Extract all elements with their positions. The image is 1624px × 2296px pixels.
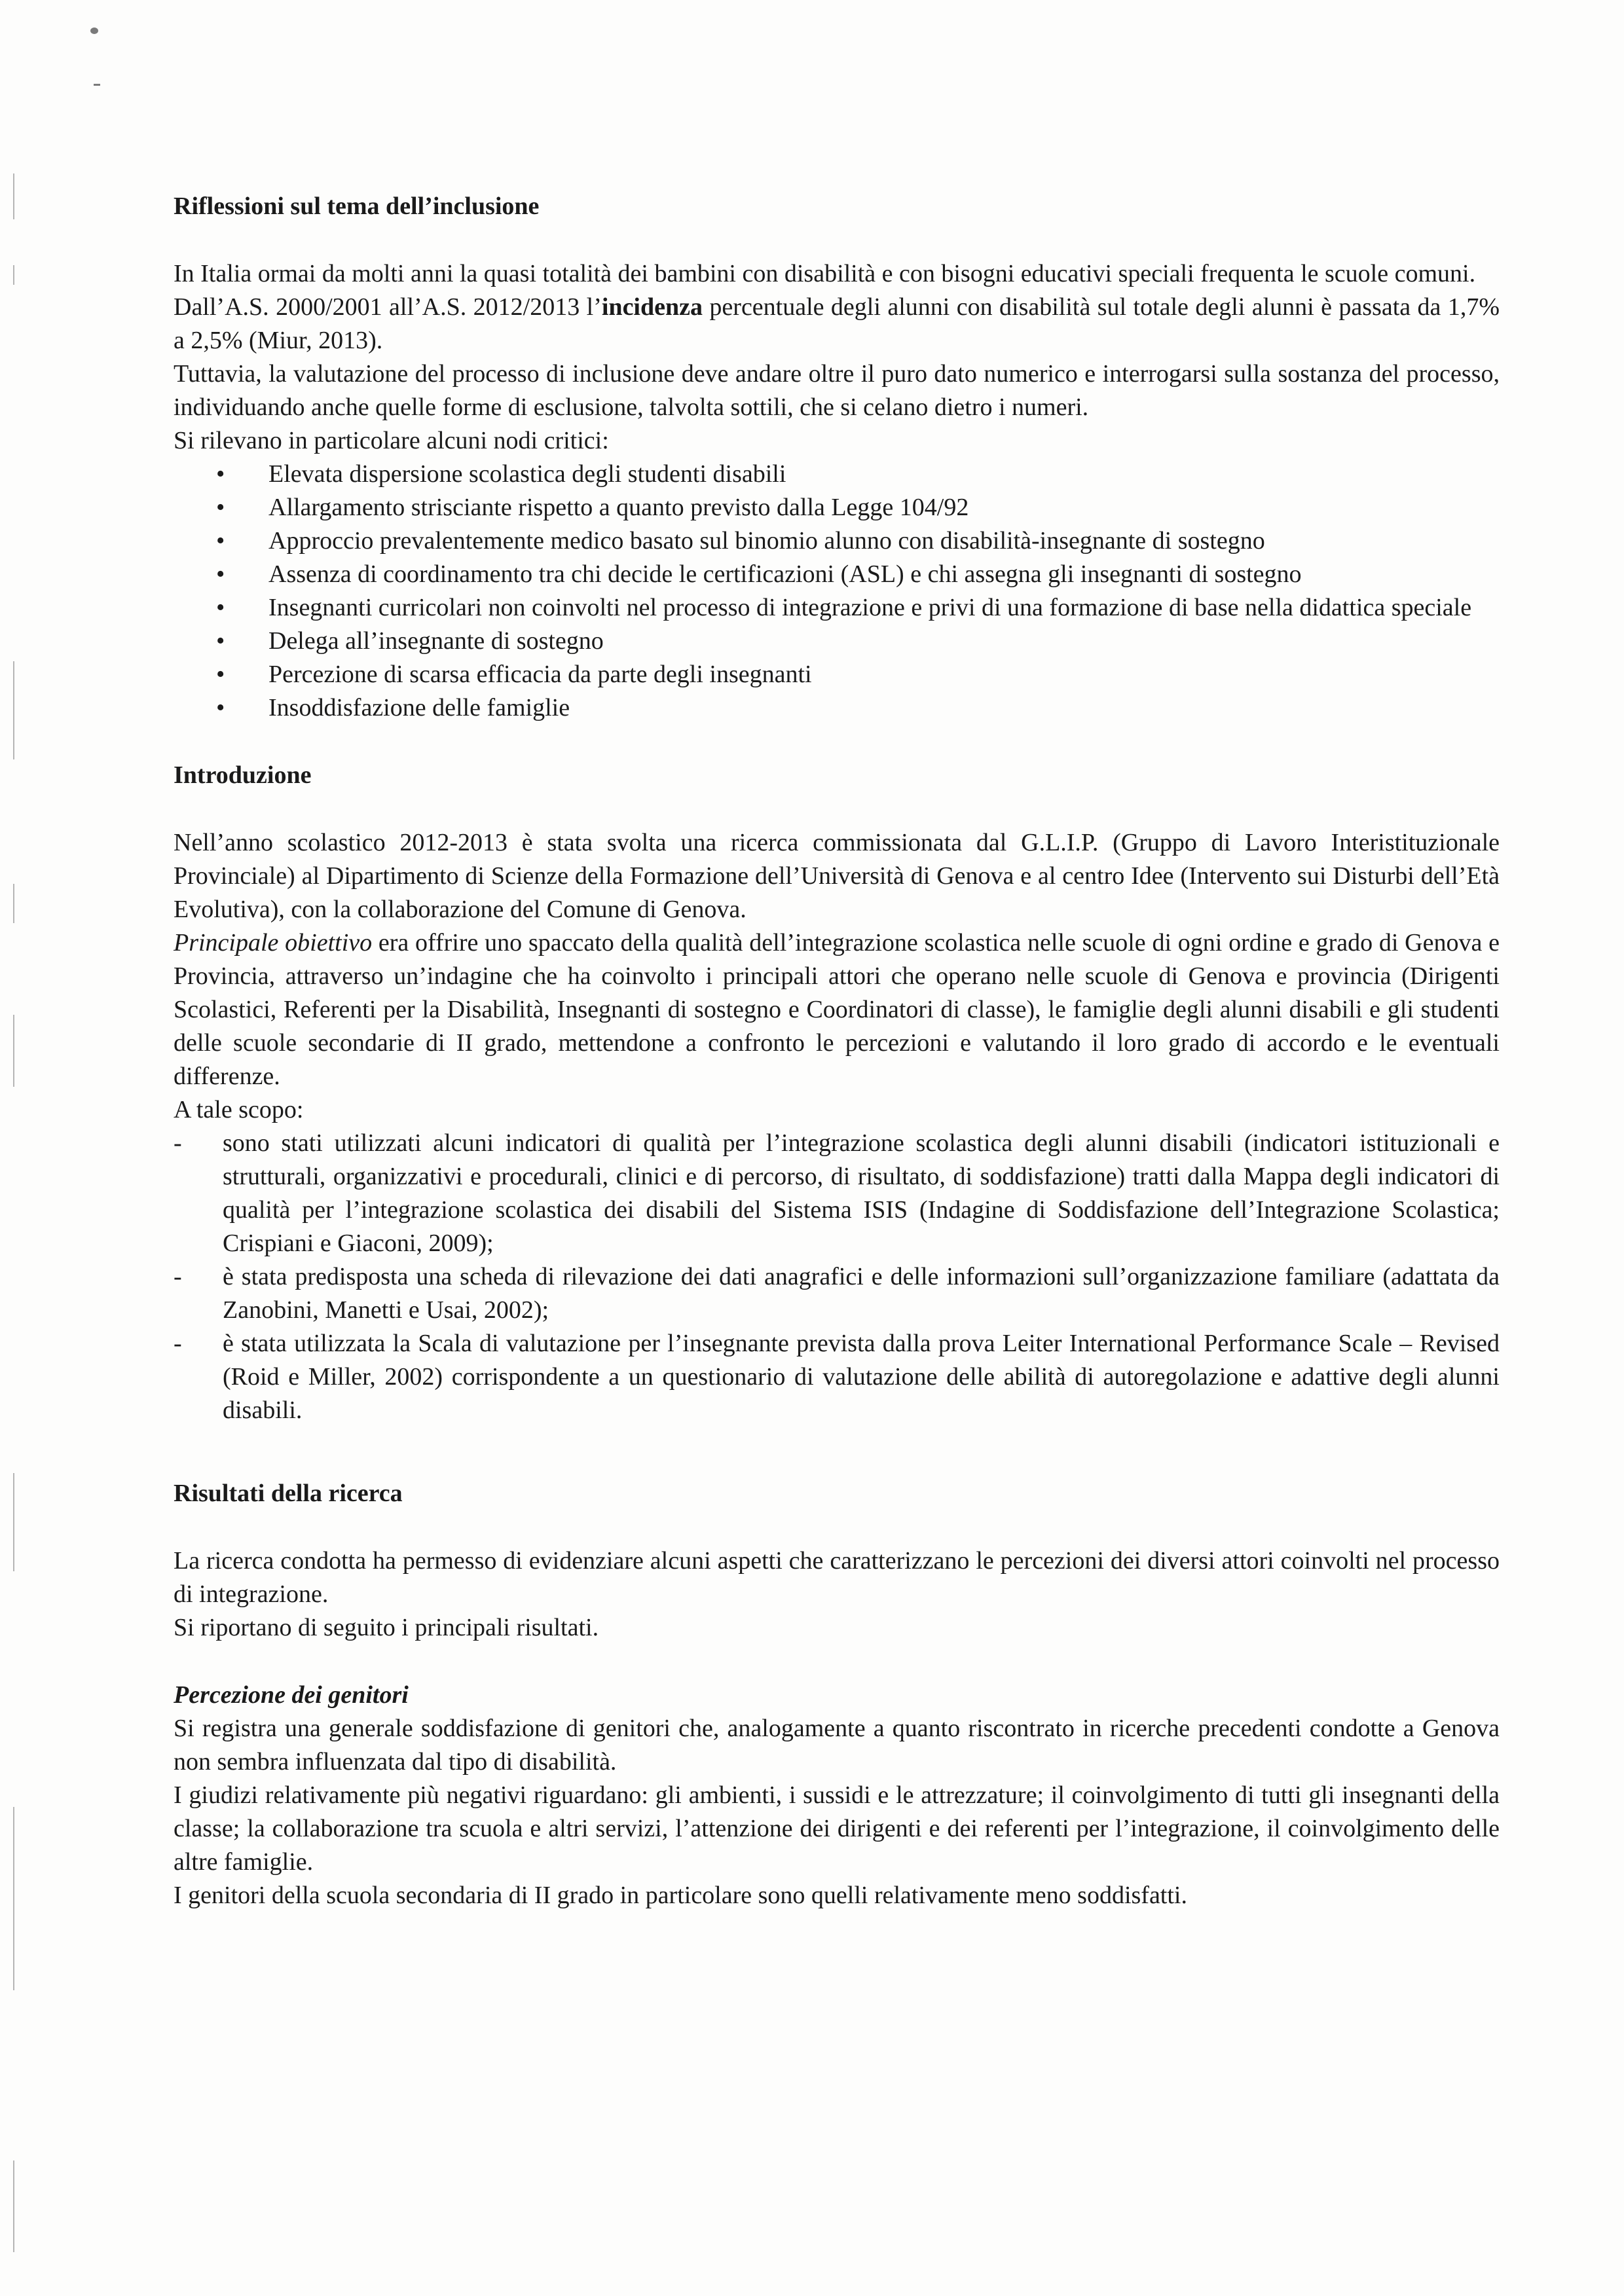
scan-speck: [94, 84, 100, 86]
section-heading-riflessioni: Riflessioni sul tema dell’inclusione: [174, 192, 540, 220]
scan-margin-line: [13, 661, 14, 759]
list-item: • Insoddisfazione delle famiglie: [174, 691, 1500, 725]
list-item: • Percezione di scarsa efficacia da parte degli insegnanti: [174, 658, 1500, 691]
paragraph: I genitori della scuola secondaria di II grado in particolare sono quelli relativamente meno soddisfatti.: [174, 1882, 1187, 1909]
paragraph: Si registra una generale soddisfazione di genitori che, analogamente a quanto riscontrato in ricerche precedenti condotte a Genova non sembra influenzata dal tipo di disabilità.: [174, 1715, 1500, 1776]
paragraph: Nell’anno scolastico 2012-2013 è stata svolta una ricerca commissionata dal G.L.I.P. (Gruppo di Lavoro Interistituzionale Provinciale) al Dipartimento di Scienze della Formazione dell’Università di Genova e al centro Idee (Intervento sui Disturbi dell’Età Evolutiva), con la collaborazione del Comune di Genova.: [174, 829, 1500, 923]
paragraph: I giudizi relativamente più negativi riguardano: gli ambienti, i sussidi e le attrezzature; il coinvolgimento di tutti gli insegnanti della classe; la collaborazione tra scuola e altri servizi, l’attenzione dei dirigenti e dei referenti per l’integrazione, il coinvolgimento delle altre famiglie.: [174, 1781, 1500, 1876]
scan-margin-line: [13, 173, 14, 219]
scan-margin-line: [13, 1473, 14, 1571]
paragraph: Dall’A.S. 2000/2001 all’A.S. 2012/2013 l’incidenza percentuale degli alunni con disabilità sul totale degli alunni è passata da 1,7% a 2,5% (Miur, 2013).: [174, 293, 1500, 354]
scan-speck: [90, 27, 98, 34]
scan-margin-line: [13, 2160, 14, 2252]
scan-margin-line: [13, 884, 14, 923]
subsection-heading-genitori: Percezione dei genitori: [174, 1681, 409, 1709]
document-body: [174, 190, 1500, 1912]
list-item: • Elevata dispersione scolastica degli studenti disabili: [174, 458, 1500, 491]
list-item: • Assenza di coordinamento tra chi decide le certificazioni (ASL) e chi assegna gli insegnanti di sostegno: [174, 558, 1500, 591]
scan-margin-line: [13, 1807, 14, 1990]
list-item: • Approccio prevalentemente medico basato sul binomio alunno con disabilità-insegnante di sostegno: [174, 524, 1500, 558]
paragraph: La ricerca condotta ha permesso di evidenziare alcuni aspetti che caratterizzano le percezioni dei diversi attori coinvolti nel processo di integrazione.: [174, 1547, 1500, 1608]
paragraph: Principale obiettivo era offrire uno spaccato della qualità dell’integrazione scolastica nelle scuole di ogni ordine e grado di Genova e Provincia, attraverso un’indagine che ha coinvolto i principali attori che operano nelle scuole di Genova e provincia (Dirigenti Scolastici, Referenti per la Disabilità, Insegnanti di sostegno e Coordinatori di classe), le famiglie degli alunni disabili e gli studenti delle scuole secondarie di II grado, mettendone a confronto le percezioni e valutando il loro grado di accordo e le eventuali differenze.: [174, 929, 1500, 1090]
list-item: • Delega all’insegnante di sostegno: [174, 625, 1500, 658]
paragraph: In Italia ormai da molti anni la quasi totalità dei bambini con disabilità e con bisogni educativi speciali frequenta le scuole comuni.: [174, 260, 1476, 287]
paragraph: Si riportano di seguito i principali risultati.: [174, 1614, 599, 1641]
list-item: - sono stati utilizzati alcuni indicatori di qualità per l’integrazione scolastica degli alunni disabili (indicatori istituzionali e strutturali, organizzativi e procedurali, clinici e di percorso, di risultato, di soddisfazione) tratti dalla Mappa degli indicatori di qualità per l’integrazione scolastica dei disabili del Sistema ISIS (Indagine di Soddisfazione dell’Integrazione Scolastica; Crispiani e Giaconi, 2009);: [174, 1127, 1500, 1260]
list-item: • Allargamento strisciante rispetto a quanto previsto dalla Legge 104/92: [174, 491, 1500, 524]
paragraph: A tale scopo:: [174, 1096, 304, 1123]
scan-margin-line: [13, 1015, 14, 1087]
section-heading-introduzione: Introduzione: [174, 761, 312, 789]
list-item: • Insegnanti curricolari non coinvolti nel processo di integrazione e privi di una formazione di base nella didattica speciale: [174, 591, 1500, 625]
critical-issues-list: [174, 458, 1500, 725]
scan-margin-line: [13, 265, 14, 285]
list-item: - è stata utilizzata la Scala di valutazione per l’insegnante prevista dalla prova Leiter International Performance Scale – Revised (Roid e Miller, 2002) corrispondente a un questionario di valutazione delle abilità di autoregolazione e adattive degli alunni disabili.: [174, 1327, 1500, 1427]
paragraph: Si rilevano in particolare alcuni nodi critici:: [174, 427, 609, 454]
section-heading-risultati: Risultati della ricerca: [174, 1480, 403, 1507]
methods-list: [174, 1127, 1500, 1427]
list-item: - è stata predisposta una scheda di rilevazione dei dati anagrafici e delle informazioni sull’organizzazione familiare (adattata da Zanobini, Manetti e Usai, 2002);: [174, 1260, 1500, 1327]
paragraph: Tuttavia, la valutazione del processo di inclusione deve andare oltre il puro dato numerico e interrogarsi sulla sostanza del processo, individuando anche quelle forme di esclusione, talvolta sottili, che si celano dietro i numeri.: [174, 360, 1500, 421]
